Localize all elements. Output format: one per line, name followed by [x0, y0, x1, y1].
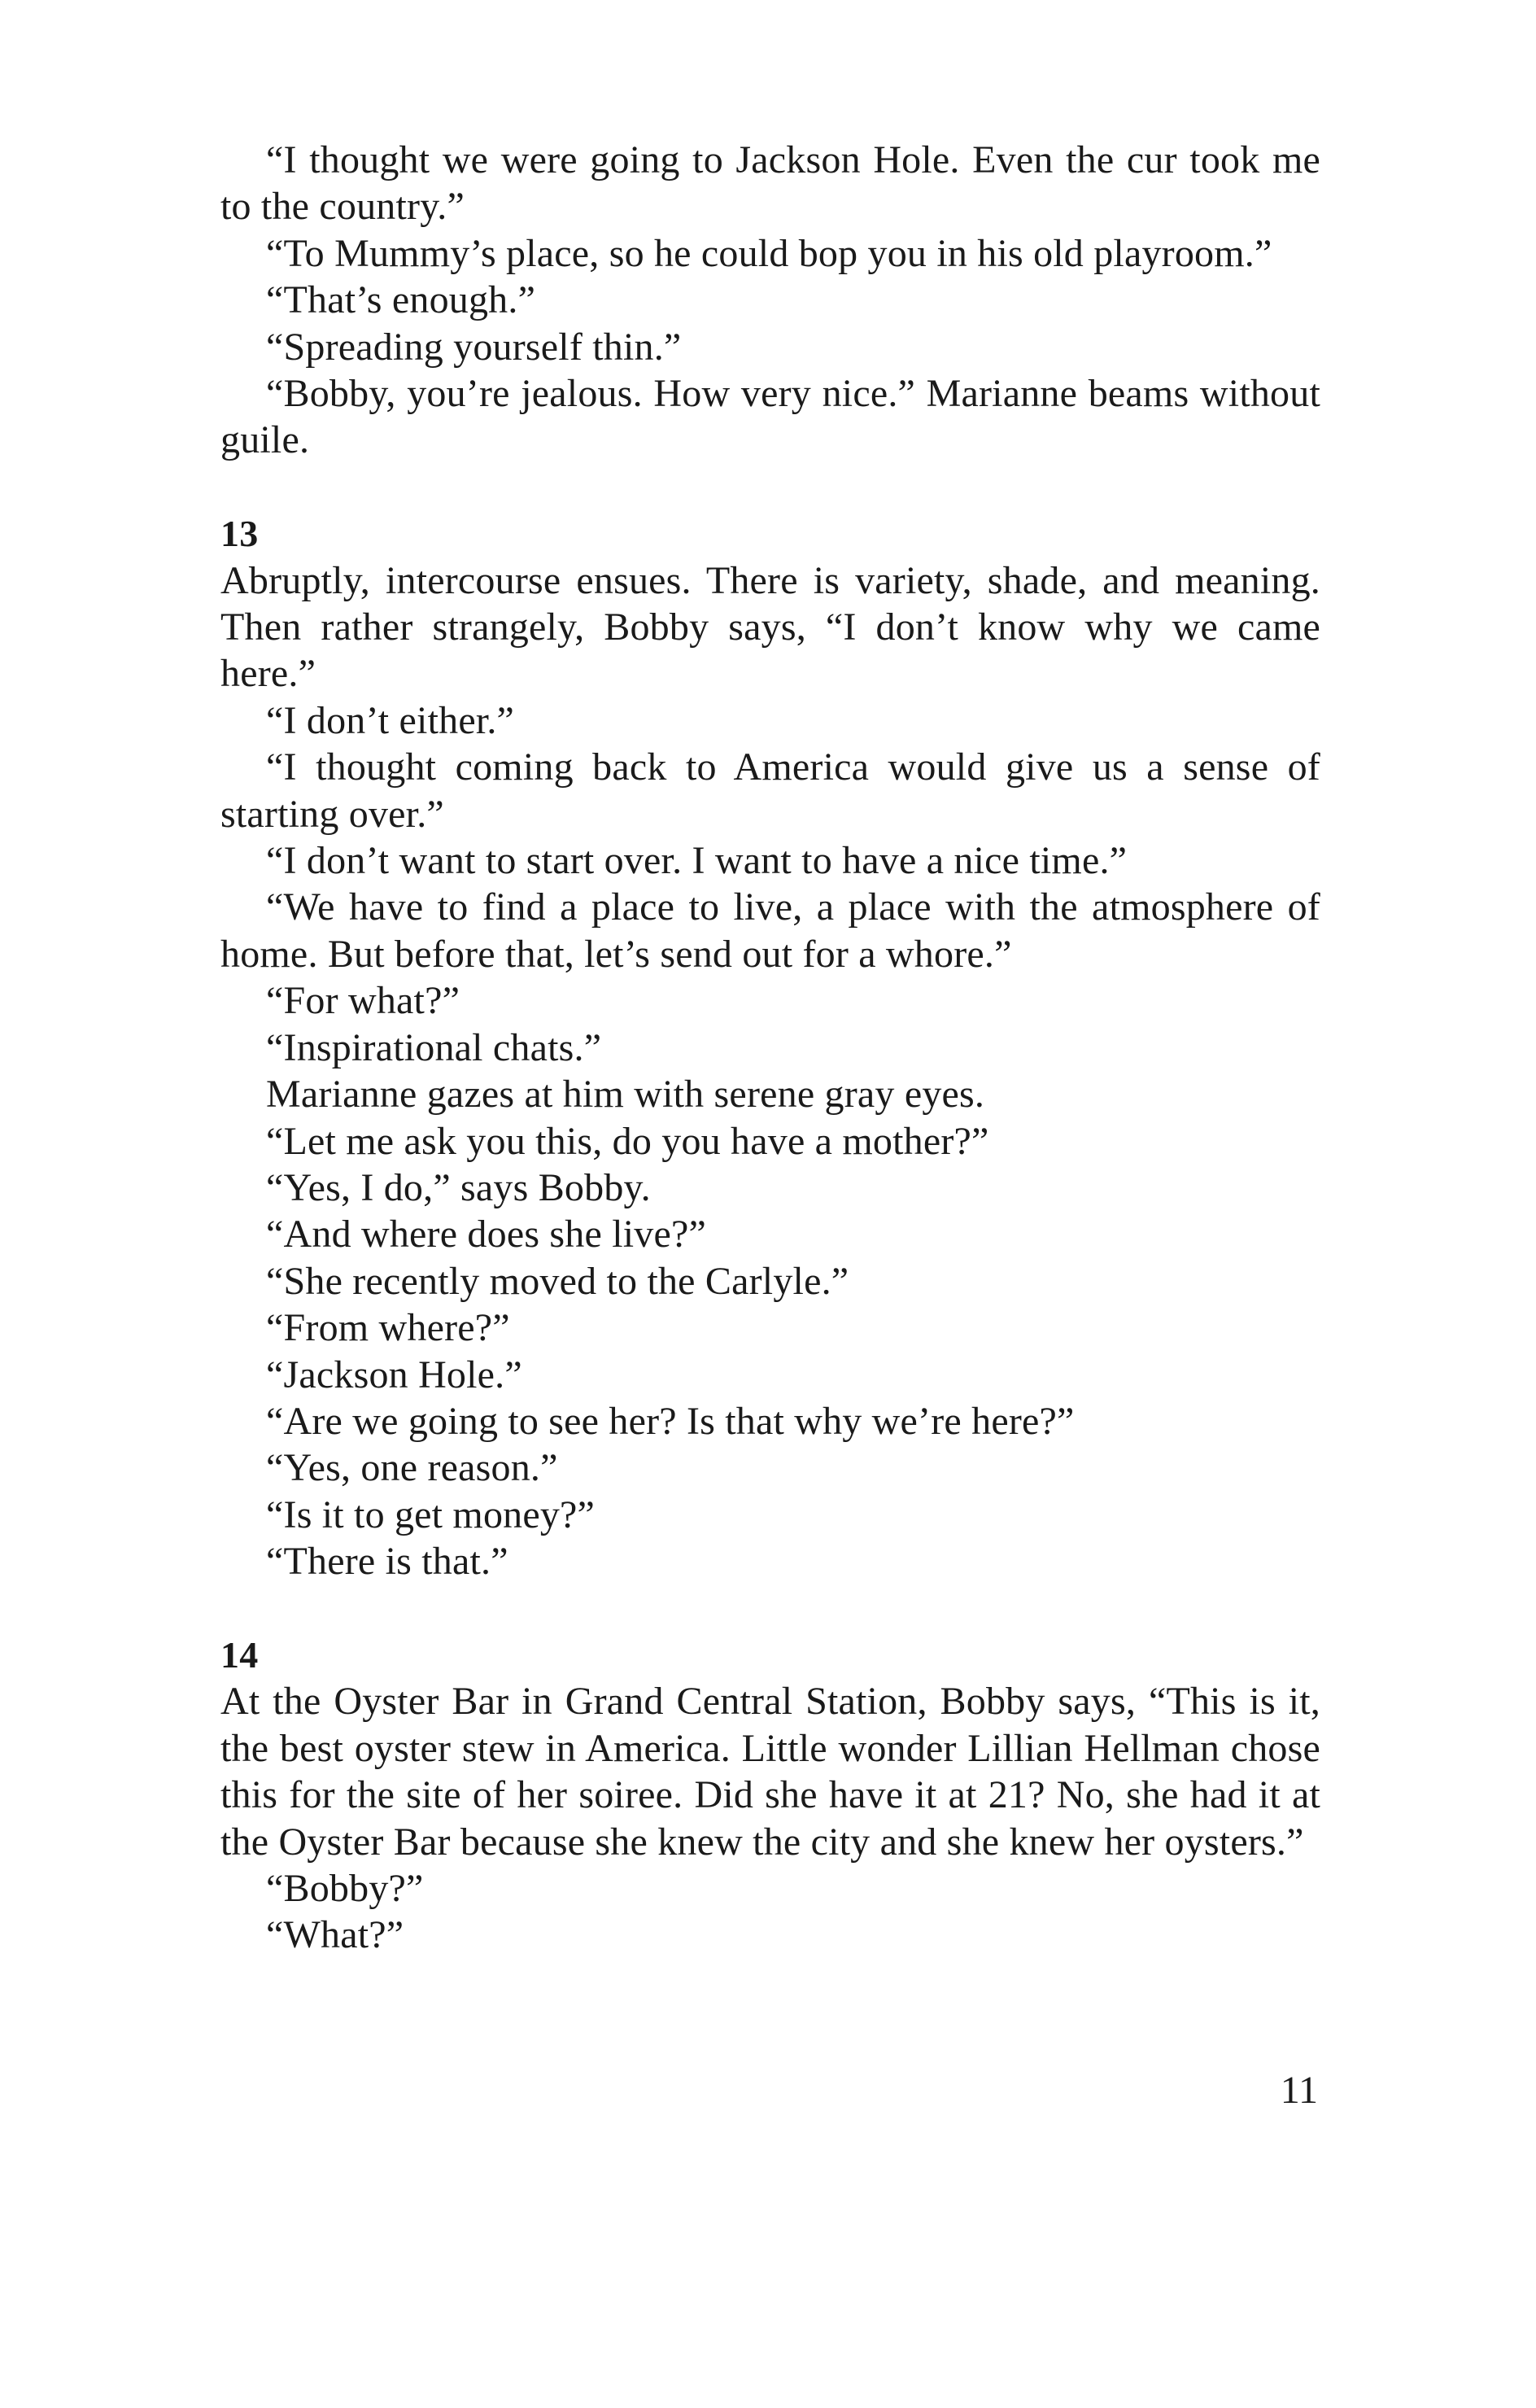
paragraph: “I don’t either.” — [266, 698, 515, 742]
paragraph: “I don’t want to start over. I want to have a nice time.” — [266, 839, 1128, 883]
paragraph: “Bobby?” — [266, 1867, 424, 1910]
paragraph: “What?” — [266, 1913, 404, 1957]
paragraph: “Let me ask you this, do you have a mother?” — [266, 1119, 989, 1163]
paragraph: “Spreading yourself thin.” — [266, 325, 682, 369]
paragraph: “From where?” — [266, 1306, 510, 1350]
section-spacer — [220, 1585, 1320, 1632]
paragraph: “I thought coming back to America would give us a sense of starting over.” — [220, 745, 1320, 836]
paragraph: “Are we going to see her? Is that why we’re here?” — [266, 1399, 1075, 1443]
paragraph: “Yes, I do,” says Bobby. — [266, 1165, 651, 1209]
paragraph: “Bobby, you’re jealous. How very nice.” Marianne beams without guile. — [220, 372, 1320, 462]
paragraph: “There is that.” — [266, 1540, 508, 1584]
paragraph: “We have to find a place to live, a place with the atmosphere of home. But before that, let’s send out for a whore.” — [220, 885, 1320, 976]
paragraph: “To Mummy’s place, so he could bop you in his old playroom.” — [266, 231, 1272, 275]
section-number-13: 13 — [220, 513, 259, 555]
paragraph: “Jackson Hole.” — [266, 1353, 522, 1396]
paragraph: “I thought we were going to Jackson Hole. Even the cur took me to the country.” — [220, 138, 1320, 229]
page-number: 11 — [1280, 2069, 1318, 2112]
section-opening-paragraph: Abruptly, intercourse ensues. There is variety, shade, and meaning. Then rather strangely, Bobby says, “I don’t know why we came here.” — [220, 558, 1320, 696]
paragraph: “Is it to get money?” — [266, 1492, 596, 1536]
paragraph: “Yes, one reason.” — [266, 1446, 558, 1490]
paragraph: “She recently moved to the Carlyle.” — [266, 1259, 849, 1303]
paragraph: “For what?” — [266, 979, 460, 1023]
paragraph: “And where does she live?” — [266, 1213, 706, 1256]
section-spacer — [220, 464, 1320, 510]
section-number-14: 14 — [220, 1633, 259, 1676]
section-opening-paragraph: At the Oyster Bar in Grand Central Station, Bobby says, “This is it, the best oyster stew in America. Little wonder Lillian Hellman chose this for the site of her soiree. Did she have it at 21? No, she had it at the Oyster Bar because she knew the city and she knew her oysters.” — [220, 1680, 1320, 1864]
paragraph: “That’s enough.” — [266, 278, 536, 322]
page-body — [220, 137, 1320, 1959]
paragraph: Marianne gazes at him with serene gray eyes. — [266, 1073, 985, 1117]
paragraph: “Inspirational chats.” — [266, 1025, 602, 1069]
